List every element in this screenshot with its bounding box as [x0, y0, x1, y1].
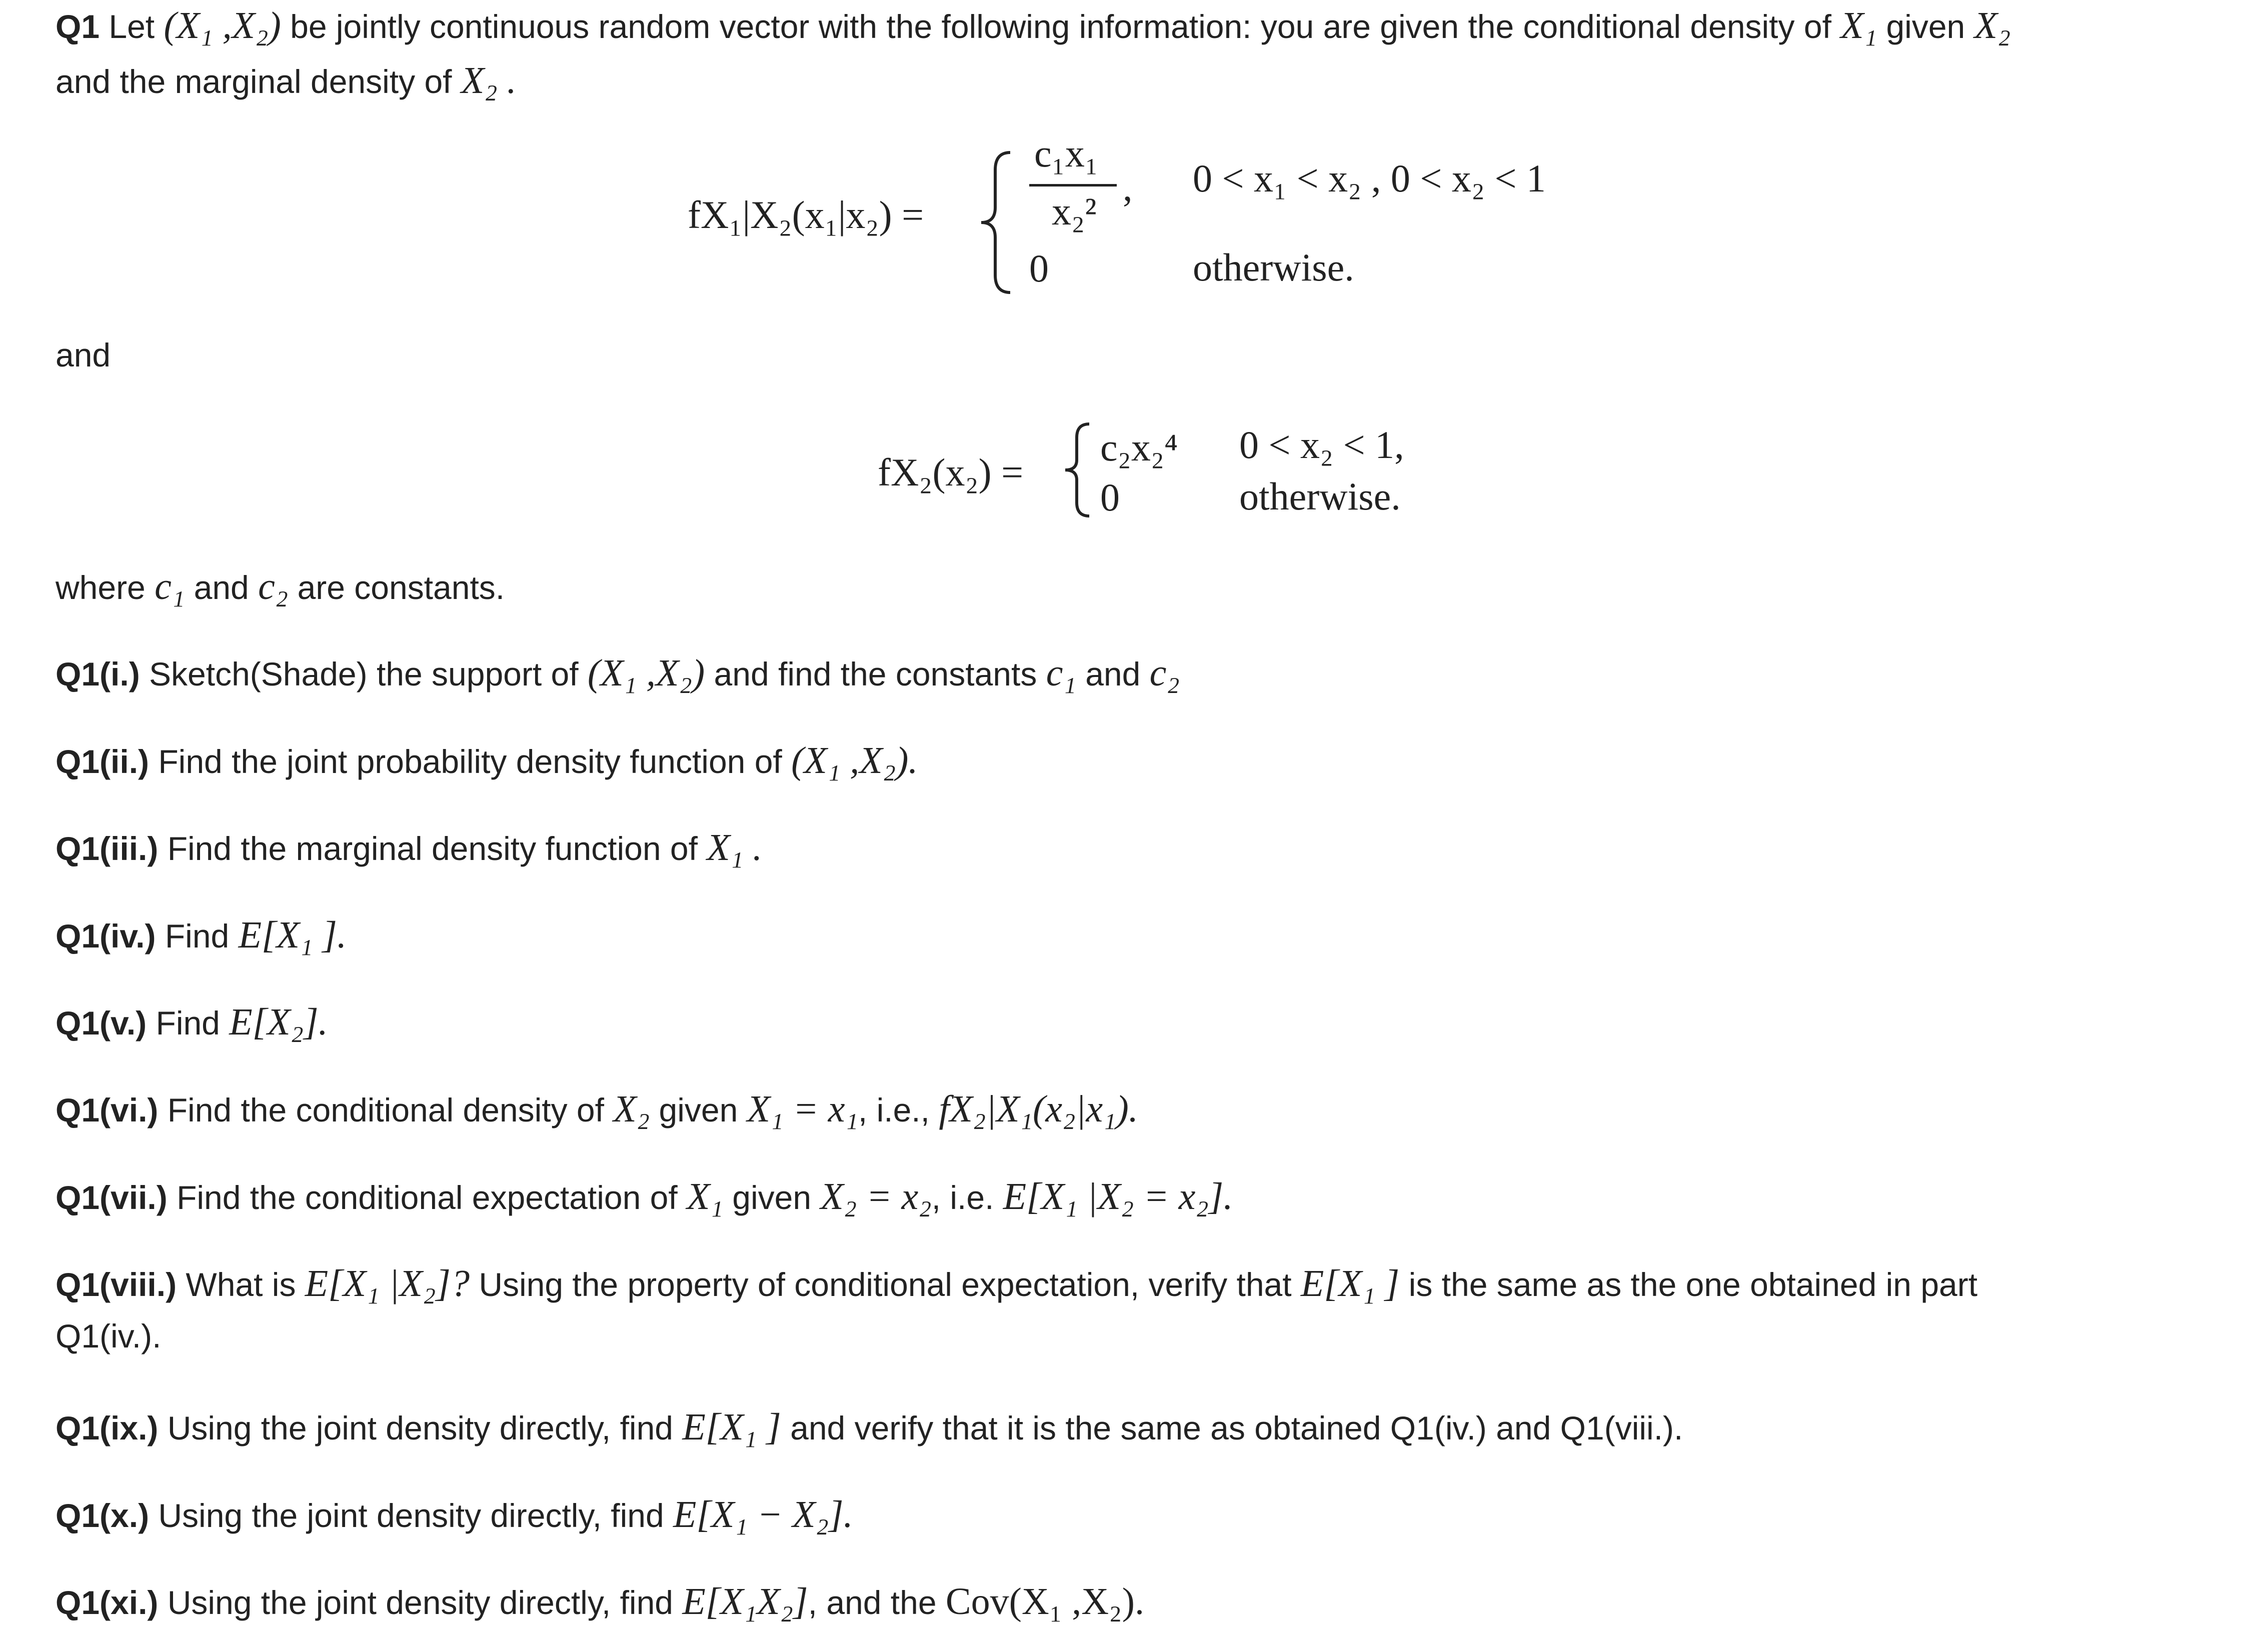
eq1-denominator: x₂²: [1052, 190, 1097, 233]
question-text: and: [1085, 656, 1141, 692]
eq1-fraction-bar: [1029, 184, 1117, 186]
question-math: (X₁ ,X₂).: [791, 740, 918, 782]
where-t2: and: [194, 569, 249, 606]
question-math: c₂: [1149, 652, 1180, 694]
question-10: [56, 1493, 853, 1536]
eq2-brace: [1059, 420, 1094, 520]
question-2: [56, 739, 918, 782]
question-math: Cov(X₁ ,X₂).: [945, 1580, 1144, 1622]
question-text: What is: [186, 1266, 296, 1303]
question-8: [56, 1262, 1977, 1306]
question-text: and verify that it is the same as obtained Q1(iv.) and Q1(viii.).: [790, 1410, 1683, 1446]
question-label: Q1(vii.): [56, 1179, 168, 1216]
where-t1: where: [56, 569, 146, 606]
question-8-continued: [56, 1317, 161, 1355]
question-math: E[X₁X₂]: [682, 1580, 808, 1622]
question-text: given: [659, 1092, 738, 1128]
question-text: Using the property of conditional expectation, verify that: [479, 1266, 1292, 1303]
question-math: E[X₁ ].: [238, 914, 347, 956]
question-math: fX₂|X₁(x₂|x₁).: [939, 1088, 1138, 1130]
question-math: X₁ = x₁: [747, 1088, 858, 1130]
question-label: Q1(x.): [56, 1497, 150, 1534]
question-label: Q1(iii.): [56, 830, 159, 867]
question-text: Find the joint probability density function of: [158, 743, 782, 780]
question-11: [56, 1580, 1144, 1624]
question-text: Sketch(Shade) the support of: [149, 656, 579, 692]
question-label: Q1(xi.): [56, 1584, 159, 1621]
and-text: and: [56, 336, 111, 374]
question-9: [56, 1406, 1683, 1449]
and-line: [56, 336, 111, 374]
eq2-cond1: 0 < x₂ < 1,: [1239, 423, 1404, 466]
question-text: Find the conditional density of: [167, 1092, 604, 1128]
question-text: , and the: [808, 1584, 937, 1621]
question-5: [56, 1000, 328, 1044]
question-3: [56, 826, 762, 870]
intro-given: given: [1886, 8, 1965, 45]
question-label: Q1(viii.): [56, 1266, 177, 1303]
question-7: [56, 1175, 1233, 1218]
eq2-cond2: otherwise.: [1239, 474, 1401, 518]
eq2-lhs: fX₂(x₂) =: [878, 450, 1024, 494]
question-text: is the same as the one obtained in part: [1408, 1266, 1978, 1303]
intro-text-3: and the marginal density of: [56, 63, 452, 100]
question-text: Using the joint density directly, find: [167, 1410, 674, 1446]
question-4: [56, 914, 347, 957]
intro-line-2: [56, 59, 517, 102]
question-text: , i.e.: [931, 1179, 994, 1216]
question-text: Find the marginal density function of: [167, 830, 698, 867]
intro-text-2: be jointly continuous random vector with the following information: you are given the conditional density of: [290, 8, 1831, 45]
question-math: (X₁ ,X₂): [587, 652, 705, 694]
question-text: Using the joint density directly, find: [167, 1584, 674, 1621]
question-label: Q1(iv.): [56, 918, 156, 954]
question-label: Q1(ii.): [56, 743, 150, 780]
question-label: Q1(ix.): [56, 1410, 159, 1446]
eq1-brace: [975, 148, 1015, 298]
eq1-comma: ,: [1123, 166, 1133, 209]
where-c2: c₂: [258, 566, 289, 608]
intro-x1: X₁: [1840, 4, 1877, 46]
question-text: Find the conditional expectation of: [177, 1179, 678, 1216]
question-label: Q1(i.): [56, 656, 140, 692]
eq1-lhs: fX₁|X₂(x₁|x₂) =: [688, 193, 924, 236]
question-label: Q1(vi.): [56, 1092, 159, 1128]
question-math: E[X₁ ]: [1300, 1262, 1400, 1304]
question-6: [56, 1088, 1138, 1131]
intro-line-1: [56, 4, 2010, 48]
question-text: Using the joint density directly, find: [158, 1497, 664, 1534]
question-label: Q1(v.): [56, 1004, 147, 1042]
eq1-cond2: otherwise.: [1193, 246, 1354, 289]
question-math: E[X₁ ]: [682, 1406, 781, 1448]
where-c1: c₁: [155, 566, 185, 608]
question-math: E[X₁ − X₂].: [673, 1494, 853, 1536]
question-math: X₁ .: [707, 826, 763, 868]
question-math: E[X₂].: [229, 1001, 328, 1043]
where-line: [56, 565, 505, 608]
eq2-case1: c₂x₂⁴: [1100, 426, 1178, 469]
intro-text-1: Let: [109, 8, 155, 45]
eq1-zero: 0: [1029, 246, 1049, 290]
intro-vector: (X₁ ,X₂): [164, 4, 281, 46]
question-math: E[X₁ |X₂ = x₂].: [1003, 1176, 1233, 1218]
question-text: given: [732, 1179, 812, 1216]
question-text: Find: [156, 1004, 220, 1042]
eq1-cond1: 0 < x₁ < x₂ , 0 < x₂ < 1: [1193, 156, 1546, 200]
intro-x2b: X₂ .: [461, 60, 517, 102]
question-1: [56, 652, 1180, 695]
intro-x2: X₂: [1974, 4, 2011, 46]
question-math: X₂: [613, 1088, 650, 1130]
eq1-numerator: c₁x₁: [1034, 132, 1099, 175]
question-text: Q1(iv.).: [56, 1318, 162, 1354]
question-math: E[X₁ |X₂]?: [305, 1262, 470, 1304]
where-t3: are constants.: [297, 569, 505, 606]
question-math: c₁: [1046, 652, 1076, 694]
eq2-zero: 0: [1100, 476, 1120, 519]
question-math: X₂ = x₂: [820, 1176, 932, 1218]
question-math: X₁: [687, 1176, 723, 1218]
question-text: Find: [165, 918, 230, 954]
intro-label: Q1: [56, 8, 100, 45]
question-text: and find the constants: [714, 656, 1037, 692]
question-text: , i.e.,: [858, 1092, 930, 1128]
